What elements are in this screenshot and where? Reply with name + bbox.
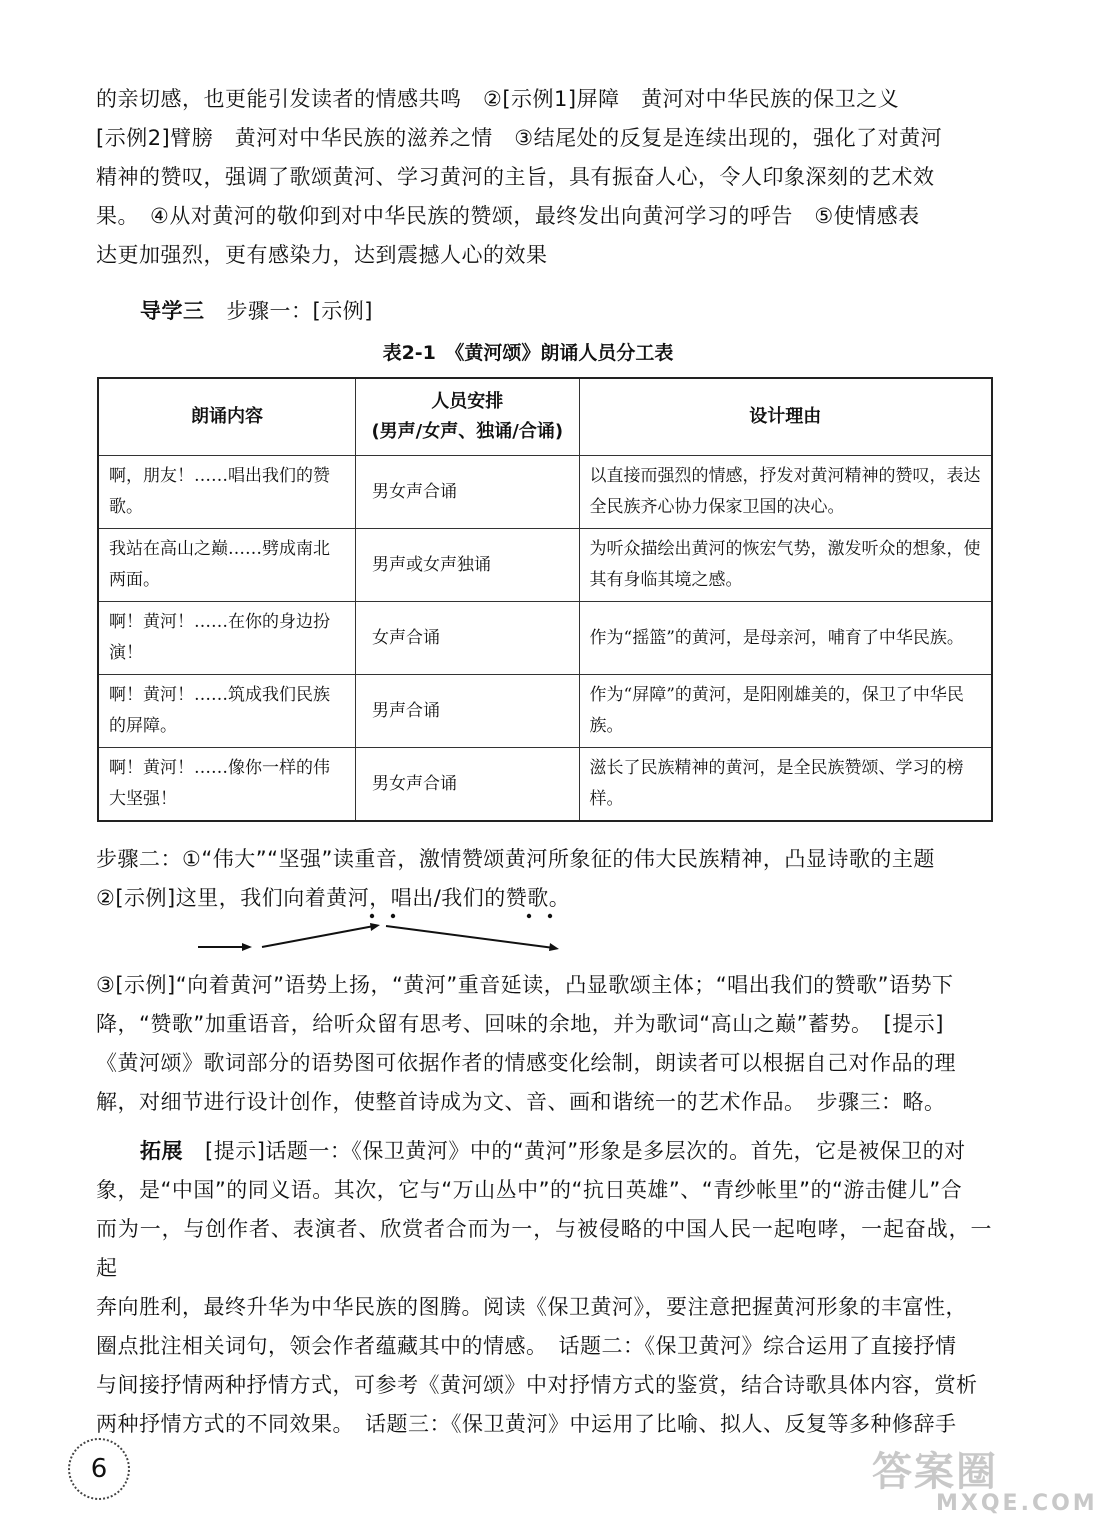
page-number: 6 [68, 1438, 130, 1500]
cell-reason: 为听众描绘出黄河的恢宏气势，激发听众的想象，使其有身临其境之感。 [579, 529, 992, 602]
text-line: 而为一，与创作者、表演者、欣赏者合而为一，与被侵略的中国人民一起咆哮，一起奋战，一起 [96, 1217, 992, 1280]
rising-arrow [262, 926, 374, 947]
guide-three-line [140, 292, 990, 331]
cell-arrangement: 男声合诵 [356, 675, 579, 748]
watermark-title: 答案圈 [872, 1449, 998, 1495]
header-arrangement-line1: 人员安排 [431, 391, 504, 412]
text-line: 圈点批注相关词句，领会作者蕴藏其中的情感。 话题二：《保卫黄河》综合运用了直接抒情 [96, 1334, 957, 1358]
header-arrangement-line2: (男声/女声、独诵/合诵) [371, 421, 564, 442]
header-reason: 设计理由 [579, 378, 992, 456]
watermark-url: MXQE.COM [936, 1491, 1098, 1516]
example-paragraph [96, 966, 992, 1122]
answer-paragraph [96, 80, 992, 275]
stress-dot [391, 914, 395, 918]
text-line: 与间接抒情两种抒情方式，可参考《黄河颂》中对抒情方式的鉴赏，结合诗歌具体内容，赏析 [96, 1373, 978, 1397]
stress-dot [527, 914, 531, 918]
cell-content: 啊！黄河！……在你的身边扮演！ [98, 602, 356, 675]
text-line: 解，对细节进行设计创作，使整首诗成为文、音、画和谐统一的艺术作品。 步骤三：略。 [96, 1090, 946, 1114]
table-caption: 表2-1 《黄河颂》朗诵人员分工表 [382, 342, 674, 364]
cell-arrangement: 男女声合诵 [356, 748, 579, 822]
cell-arrangement: 男女声合诵 [356, 456, 579, 529]
text-line: ③[示例]“向着黄河”语势上扬，“黄河”重音延读，凸显歌颂主体；“唱出我们的赞歌”语势下 [96, 973, 954, 997]
extension-first-line: [提示]话题一：《保卫黄河》中的“黄河”形象是多层次的。首先，它是被保卫的对 [205, 1139, 966, 1163]
table-row [98, 675, 992, 748]
cell-arrangement: 女声合诵 [356, 602, 579, 675]
text-line: 精神的赞叹，强调了歌颂黄河、学习黄河的主旨，具有振奋人心，令人印象深刻的艺术效 [96, 165, 935, 189]
watermark-logo [872, 1440, 1098, 1516]
text-line: 降，“赞歌”加重语音，给听众留有思考、回味的余地，并为歌词“高山之巅”蓄势。 [提示] [96, 1012, 944, 1036]
cell-content: 啊！黄河！……筑成我们民族的屏障。 [98, 675, 356, 748]
text-line: 奔向胜利，最终升华为中华民族的图腾。阅读《保卫黄河》，要注意把握黄河形象的丰富性， [96, 1295, 967, 1319]
table-row [98, 529, 992, 602]
table-header-row [98, 378, 992, 456]
text-line [96, 1132, 992, 1171]
cell-arrangement: 男声或女声独诵 [356, 529, 579, 602]
step-two-block [96, 840, 992, 918]
intonation-arrow-diagram [190, 912, 570, 962]
header-arrangement [356, 378, 579, 456]
header-content: 朗诵内容 [98, 378, 356, 456]
table-row [98, 748, 992, 822]
cell-reason: 以直接而强烈的情感，抒发对黄河精神的赞叹，表达全民族齐心协力保家卫国的决心。 [579, 456, 992, 529]
cell-reason: 作为“摇篮”的黄河，是母亲河，哺育了中华民族。 [579, 602, 992, 675]
table-row [98, 456, 992, 529]
text-line: 的亲切感，也更能引发读者的情感共鸣 ②[示例1]屏障 黄河对中华民族的保卫之义 [96, 87, 900, 111]
table-row [98, 602, 992, 675]
text-line: 两种抒情方式的不同效果。 话题三：《保卫黄河》中运用了比喻、拟人、反复等多种修辞手 [96, 1412, 957, 1436]
extension-paragraph [96, 1132, 992, 1444]
extension-label: 拓展 [140, 1139, 183, 1163]
falling-arrow [386, 926, 554, 948]
recitation-role-table [97, 377, 993, 822]
guide-three-label: 导学三 [140, 299, 205, 323]
text-line: ②[示例]这里，我们向着黄河，唱出/我们的赞歌。 [96, 886, 571, 910]
text-line: 《黄河颂》歌词部分的语势图可依据作者的情感变化绘制，朗读者可以根据自己对作品的理 [96, 1051, 956, 1075]
cell-content: 啊！黄河！……像你一样的伟大坚强！ [98, 748, 356, 822]
cell-reason: 滋长了民族精神的黄河，是全民族赞颂、学习的榜样。 [579, 748, 992, 822]
text-line: 步骤二：①“伟大”“坚强”读重音，激情赞颂黄河所象征的伟大民族精神，凸显诗歌的主题 [96, 847, 935, 871]
text-line: 达更加强烈，更有感染力，达到震撼人心的效果 [96, 243, 548, 267]
text-line: 果。 ④从对黄河的敬仰到对中华民族的赞颂，最终发出向黄河学习的呼告 ⑤使情感表 [96, 204, 920, 228]
cell-content: 我站在高山之巅……劈成南北两面。 [98, 529, 356, 602]
guide-three-step: 步骤一：[示例] [226, 299, 373, 323]
cell-content: 啊，朋友！……唱出我们的赞歌。 [98, 456, 356, 529]
text-line: [示例2]臂膀 黄河对中华民族的滋养之情 ③结尾处的反复是连续出现的，强化了对黄河 [96, 126, 943, 150]
cell-reason: 作为“屏障”的黄河，是阳刚雄美的，保卫了中华民族。 [579, 675, 992, 748]
stress-dot [548, 914, 552, 918]
stress-dot [370, 914, 374, 918]
text-line: 象，是“中国”的同义语。其次，它与“万山丛中”的“抗日英雄”、“青纱帐里”的“游击健儿”合 [96, 1178, 963, 1202]
